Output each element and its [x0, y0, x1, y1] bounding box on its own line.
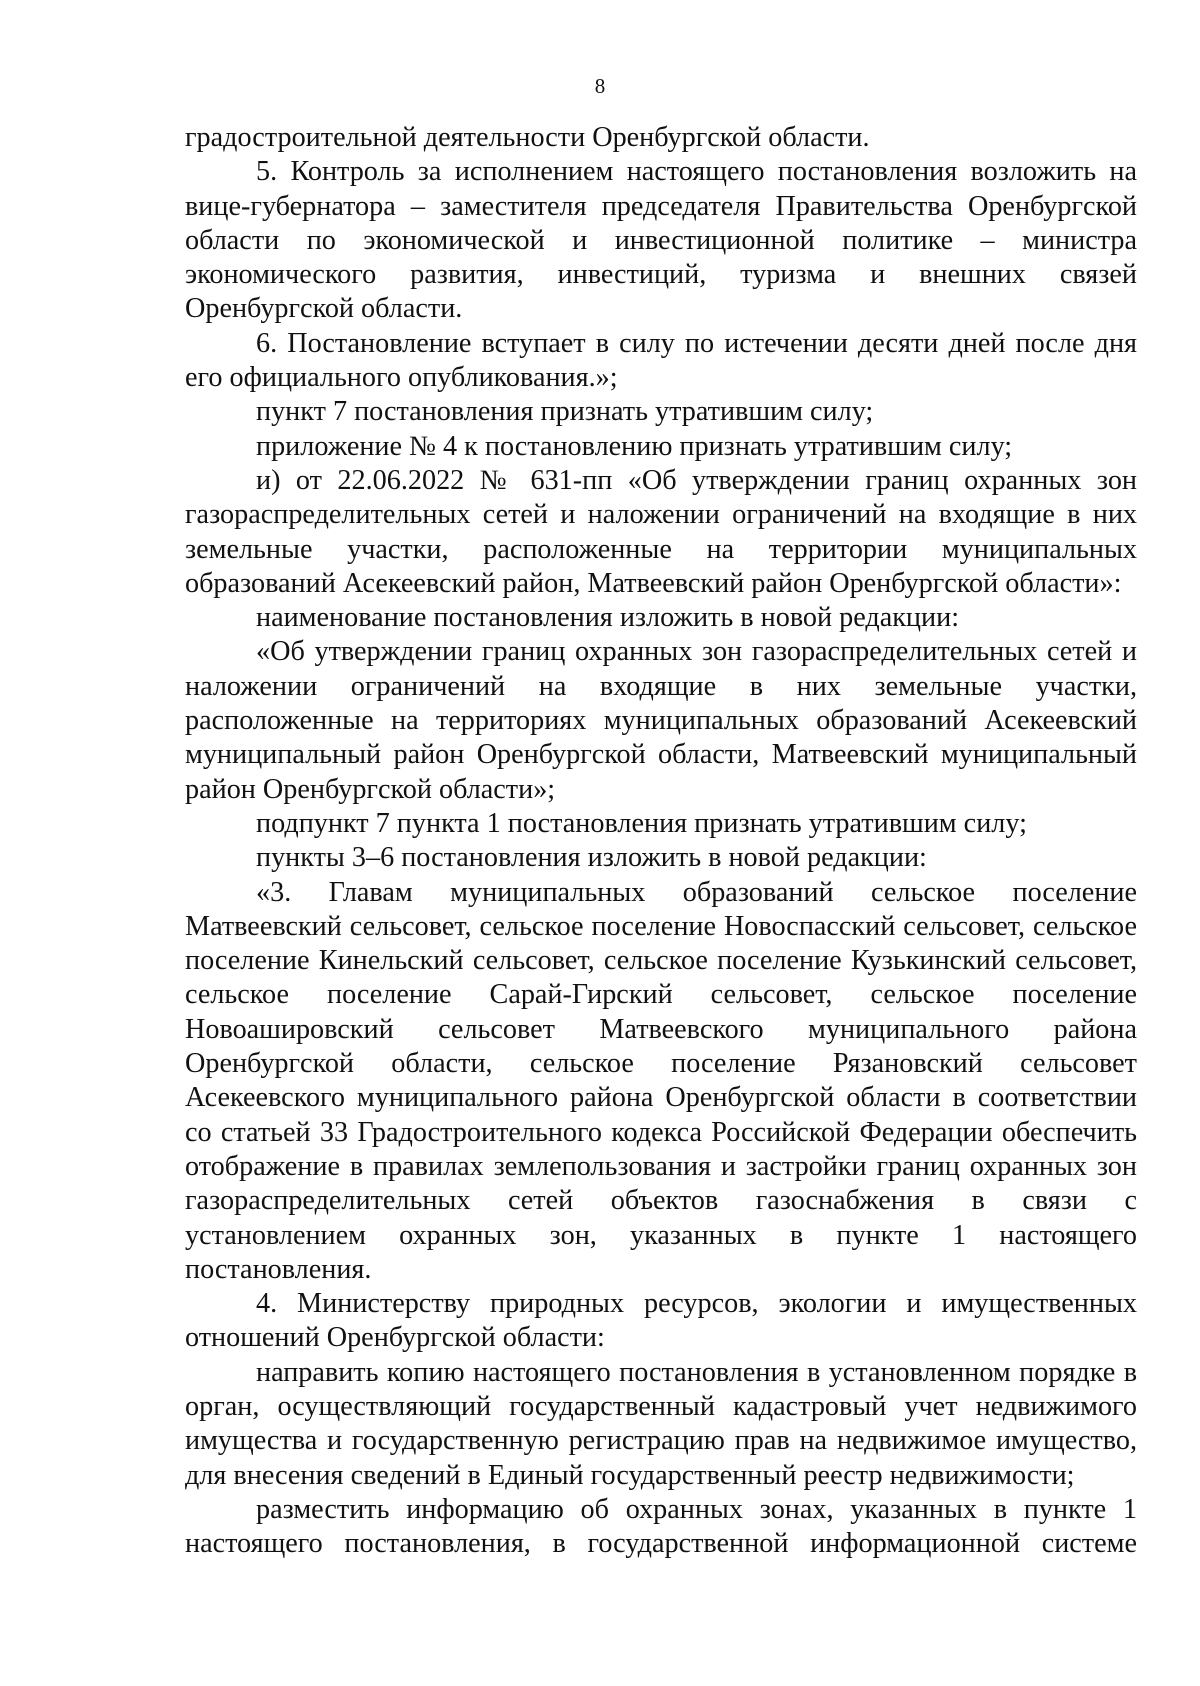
- paragraph: «3. Главам муниципальных образований сельское поселение Матвеевский сельсовет, сельское поселение Новоспасский сельсовет, сельское поселение Кинельский сельсовет, сельское поселение Кузькинский сельсовет, сельское поселение Сарай-Гирский сельсовет, сельское поселение Новоашировский сельсовет Матвеевского муниципального района Оренбургской области, сельское поселение Рязановский сельсовет Асекеевского муниципального района Оренбургской области в соответствии со статьей 33 Градостроительного кодекса Российской Федерации обеспечить отображение в правилах землепользования и застройки границ охранных зон газораспределительных сетей объектов газоснабжения в связи с установлением охранных зон, указанных в пункте 1 настоящего постановления.: [185, 876, 1137, 1285]
- paragraph: градостроительной деятельности Оренбургской области.: [185, 122, 870, 153]
- document-body: [185, 121, 1137, 1561]
- paragraph: и) от 22.06.2022 № 631-пп «Об утверждении границ охранных зон газораспределительных сетей и наложении ограничений на входящие в них земельные участки, расположенные на территории муниципальных образований Асекеевский район, Матвеевский район Оренбургской области»:: [185, 464, 1137, 599]
- paragraph: «Об утверждении границ охранных зон газораспределительных сетей и наложении ограничений на входящие в них земельные участки, расположенные на территориях муниципальных образований Асекеевский муниципальный район Оренбургской области, Матвеевский муниципальный район Оренбургской области»;: [185, 636, 1137, 805]
- paragraph: разместить информацию об охранных зонах, указанных в пункте 1 настоящего постановления, в государственной информационной системе: [185, 1493, 1137, 1560]
- paragraph: 4. Министерству природных ресурсов, экологии и имущественных отношений Оренбургской области:: [185, 1288, 1137, 1354]
- page-number: 8: [594, 74, 606, 98]
- paragraph: приложение № 4 к постановлению признать утратившим силу;: [256, 430, 1013, 462]
- paragraph: пункт 7 постановления признать утратившим силу;: [256, 396, 874, 428]
- paragraph: 5. Контроль за исполнением настоящего постановления возложить на вице-губернатора – заместителя председателя Правительства Оренбургской области по экономической и инвестиционной политике – министра экономического развития, инвестиций, туризма и внешних связей Оренбургской области.: [185, 156, 1137, 325]
- paragraph: наименование постановления изложить в новой редакции:: [256, 602, 960, 634]
- paragraph: пункты 3–6 постановления изложить в новой редакции:: [256, 842, 927, 874]
- paragraph: направить копию настоящего постановления в установленном порядке в орган, осуществляющий государственный кадастровый учет недвижимого имущества и государственную регистрацию прав на недвижимое имущество, для внесения сведений в Единый государственный реестр недвижимости;: [185, 1356, 1137, 1491]
- paragraph: подпункт 7 пункта 1 постановления признать утратившим силу;: [256, 807, 1027, 839]
- paragraph: 6. Постановление вступает в силу по истечении десяти дней после дня его официального опубликования.»;: [185, 327, 1137, 394]
